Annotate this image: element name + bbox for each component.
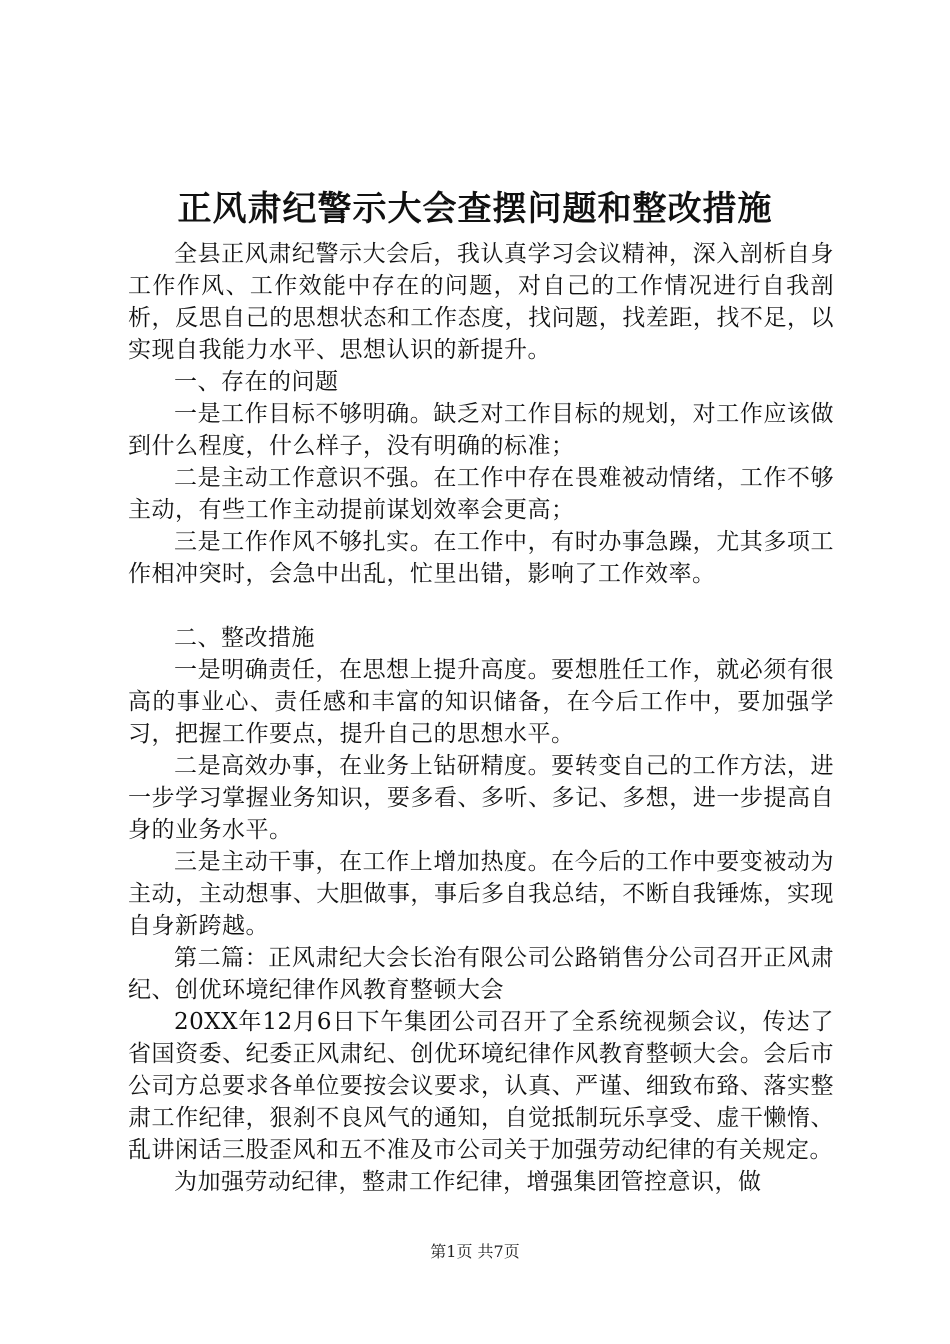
paragraph-meeting-notice: 20XX年12月6日下午集团公司召开了全系统视频会议，传达了省国资委、纪委正风肃纪、创优环境纪律作风教育整顿大会。会后市公司方总要求各单位要按会议要求，认真、严谨、细致布臵、落实整肃工作纪律，狠刹不良风气的通知，自觉抵制玩乐享受、虚干懒惰、乱讲闲话三股歪风和五不准及市公司关于加强劳动纪律的有关规定。 [128, 1009, 834, 1163]
section-heading-measures: 二、整改措施 [174, 625, 315, 651]
paragraph-second-article-title: 第二篇：正风肃纪大会长治有限公司公路销售分公司召开正风肃纪、创优环境纪律作风教育整顿大会 [128, 945, 834, 1003]
page-footer: 第1页 共7页 [430, 1242, 520, 1261]
paragraph-intro: 全县正风肃纪警示大会后，我认真学习会议精神，深入剖析自身工作作风、工作效能中存在的问题，对自己的工作情况进行自我剖析，反思自己的思想状态和工作态度，找问题，找差距，找不足，以实现自我能力水平、思想认识的新提升。 [128, 241, 834, 363]
document-body [128, 238, 834, 1198]
paragraph-problem-1: 一是工作目标不够明确。缺乏对工作目标的规划，对工作应该做到什么程度，什么样子，没有明确的标准； [128, 401, 834, 459]
paragraph-measure-2: 二是高效办事，在业务上钻研精度。要转变自己的工作方法，进一步学习掌握业务知识，要多看、多听、多记、多想，进一步提高自身的业务水平。 [128, 753, 834, 843]
section-heading-problems: 一、存在的问题 [174, 369, 339, 395]
paragraph-problem-3: 三是工作作风不够扎实。在工作中，有时办事急躁，尤其多项工作相冲突时，会急中出乱，忙里出错，影响了工作效率。 [128, 529, 834, 587]
paragraph-discipline: 为加强劳动纪律，整肃工作纪律，增强集团管控意识，做 [174, 1169, 762, 1195]
paragraph-measure-1: 一是明确责任，在思想上提升高度。要想胜任工作，就必须有很高的事业心、责任感和丰富的知识储备，在今后工作中，要加强学习，把握工作要点，提升自己的思想水平。 [128, 657, 834, 747]
paragraph-measure-3: 三是主动干事，在工作上增加热度。在今后的工作中要变被动为主动，主动想事、大胆做事，事后多自我总结，不断自我锤炼，实现自身新跨越。 [128, 849, 834, 939]
paragraph-problem-2: 二是主动工作意识不强。在工作中存在畏难被动情绪，工作不够主动，有些工作主动提前谋划效率会更高； [128, 465, 834, 523]
document-title: 正风肃纪警示大会查摆问题和整改措施 [177, 189, 773, 229]
